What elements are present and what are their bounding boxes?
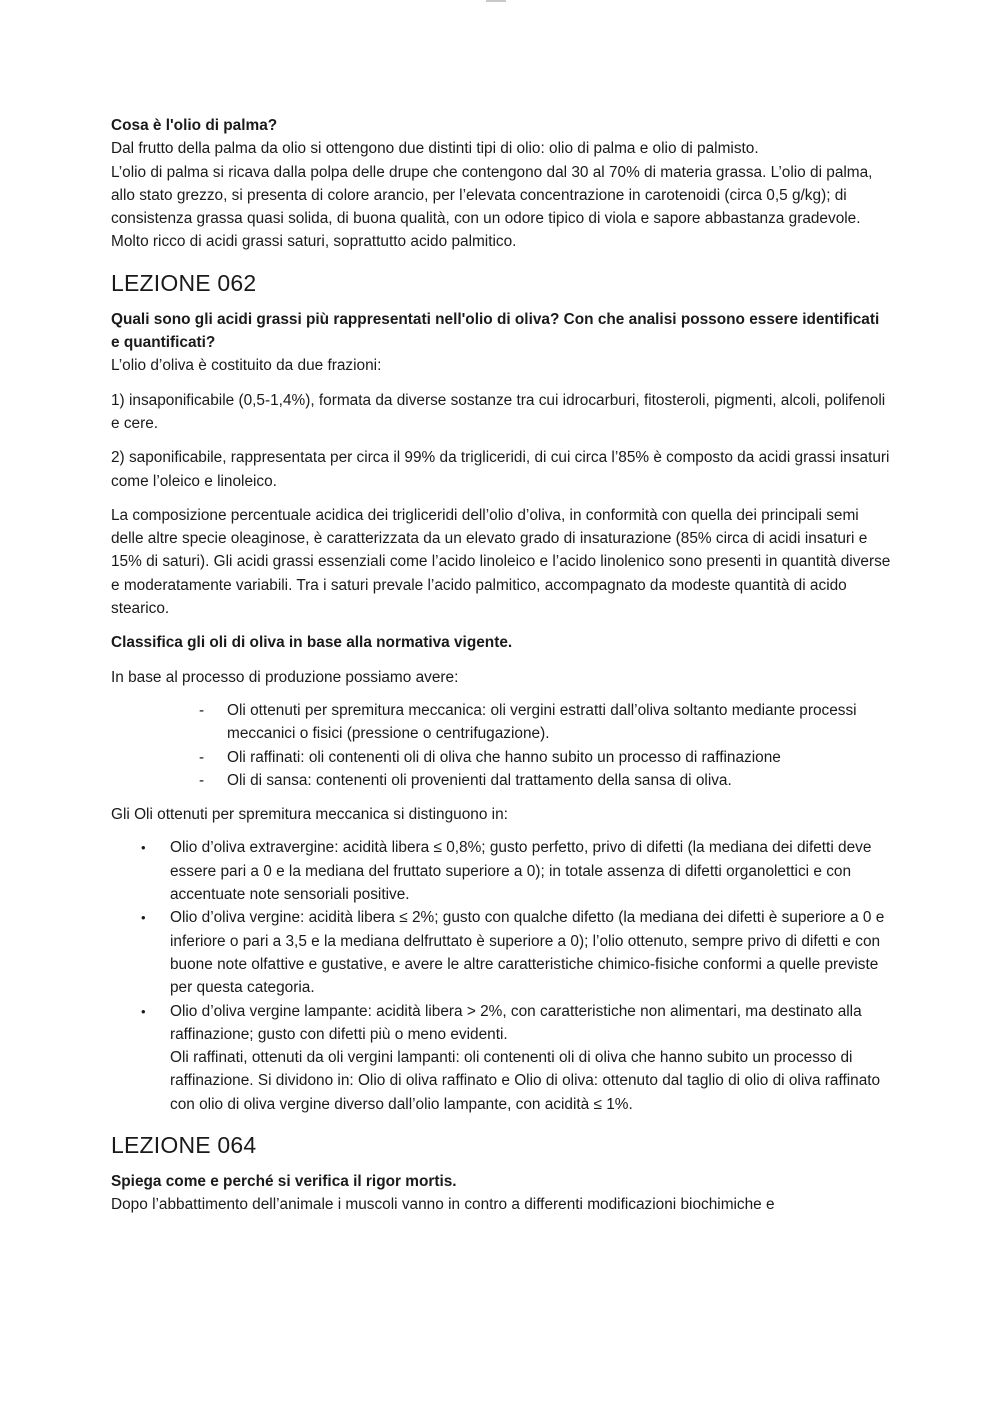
page-content — [111, 114, 891, 1217]
list-item: • Olio d’oliva vergine: acidità libera ≤ 2%; gusto con qualche difetto (la mediana dei difetti è superiore a 0 e inferiore o pari a 3,5 e la mediana delfruttato è superiore a 0); l’olio ottenuto, sempre privo di difetti e con buone note olfattive e gustative, e avere le altre caratteristiche chimico-fisiche conformi a quelle previste per questa categoria. — [111, 906, 891, 999]
oil-types-list — [111, 836, 891, 1116]
rigor-mortis-question: Spiega come e perché si verifica il rigor mortis. — [111, 1172, 457, 1190]
list-item: • Olio d’oliva extravergine: acidità libera ≤ 0,8%; gusto perfetto, privo di difetti (la mediana dei difetti deve essere pari a 0 e la mediana del fruttato superiore a 0); in totale assenza di difetti organolettici e con accentuate note sensoriali positive. — [111, 836, 891, 906]
bullet-marker: • — [141, 1003, 146, 1019]
dash-marker: - — [199, 748, 205, 766]
lesson-064-heading: LEZIONE 064 — [111, 1131, 257, 1158]
bullet-marker: • — [141, 910, 146, 926]
list-item: - Oli ottenuti per spremitura meccanica: oli vergini estratti dall’oliva soltanto mediante processi meccanici o fisici (pressione o centrifugazione). — [111, 699, 891, 746]
dash-marker: - — [199, 701, 205, 719]
list-item: - Oli di sansa: contenenti oli provenienti dal trattamento della sansa di oliva. — [111, 769, 891, 792]
olive-oil-fractions-intro: L’olio d’oliva è costituito da due frazioni: — [111, 357, 382, 375]
acid-composition-paragraph: La composizione percentuale acidica dei trigliceridi dell’olio d’oliva, in conformità con quella dei principali semi delle altre specie oleaginose, è caratterizzata da un elevato grado di insaturazione (85% circa di acidi insaturi e 15% di saturi). Gli acidi grassi essenziali come l’acido linoleico e l’acido linolenico sono presenti in quantità diverse e moderatamente variabili. Tra i saturi prevale l’acido palmitico, accompagnato da modeste quantità di acido stearico. — [111, 506, 891, 618]
fraction-saponifiable: 2) saponificabile, rappresentata per circa il 99% da trigliceridi, di cui circa l’85% è composto da acidi grassi insaturi come l’oleico e linoleico. — [111, 449, 890, 490]
palm-oil-text-1: Dal frutto della palma da olio si ottengono due distinti tipi di olio: olio di palma e olio di palmisto. — [111, 140, 759, 158]
fatty-acids-question: Quali sono gli acidi grassi più rappresentati nell'olio di oliva? Con che analisi possono essere identificati e quantificati? — [111, 310, 880, 352]
refined-oils-note: Oli raffinati, ottenuti da oli vergini lampanti: oli contenenti oli di oliva che hanno subito un processo di raffinazione. Si dividono in: Olio di oliva raffinato e Olio di oliva: ottenuto dal taglio di olio di oliva raffinato con olio di oliva vergine diverso dall’olio lampante, con acidità ≤ 1%. — [170, 1049, 881, 1113]
rigor-mortis-text: Dopo l’abbattimento dell’animale i muscoli vanno in contro a differenti modificazioni biochimiche e — [111, 1196, 775, 1214]
palm-oil-text-2: L’olio di palma si ricava dalla polpa delle drupe che contengono dal 30 al 70% di materia grassa. L’olio di palma, allo stato grezzo, si presenta di colore arancio, per l’elevata concentrazione in carotenoidi (circa 0,5 g/kg); di consistenza grassa quasi solida, di buona qualità, con un odore tipico di viola e sapore abbastanza gradevole. Molto ricco di acidi grassi saturi, soprattutto acido palmitico. — [111, 163, 873, 251]
fraction-unsaponifiable: 1) insaponificabile (0,5-1,4%), formata da diverse sostanze tra cui idrocarburi, fitosteroli, pigmenti, alcoli, polifenoli e cere. — [111, 391, 886, 432]
bullet-marker: • — [141, 840, 146, 856]
list-item: • Olio d’oliva vergine lampante: acidità libera > 2%, con caratteristiche non alimentari, ma destinato alla raffinazione; gusto con difetti più o meno evidenti. Oli raffinati, ottenuti da oli vergini lampanti: oli contenenti oli di oliva che hanno subito un processo di raffinazione. Si dividono in: Olio di oliva raffinato e Olio di oliva: ottenuto dal taglio di olio di oliva raffinato con olio di oliva vergine diverso dall’olio lampante, con acidità ≤ 1%. — [111, 1000, 891, 1116]
palm-oil-question: Cosa è l'olio di palma? — [111, 117, 278, 134]
production-process-list — [111, 699, 891, 792]
classification-question: Classifica gli oli di oliva in base alla normativa vigente. — [111, 634, 513, 652]
mechanical-oils-intro: Gli Oli ottenuti per spremitura meccanica si distinguono in: — [111, 806, 508, 824]
dash-marker: - — [199, 771, 205, 789]
lesson-062-heading: LEZIONE 062 — [111, 269, 257, 296]
list-item: - Oli raffinati: oli contenenti oli di oliva che hanno subito un processo di raffinazione — [111, 746, 891, 769]
production-process-intro: In base al processo di produzione possiamo avere: — [111, 668, 459, 686]
page-header-mark — [486, 0, 506, 2]
